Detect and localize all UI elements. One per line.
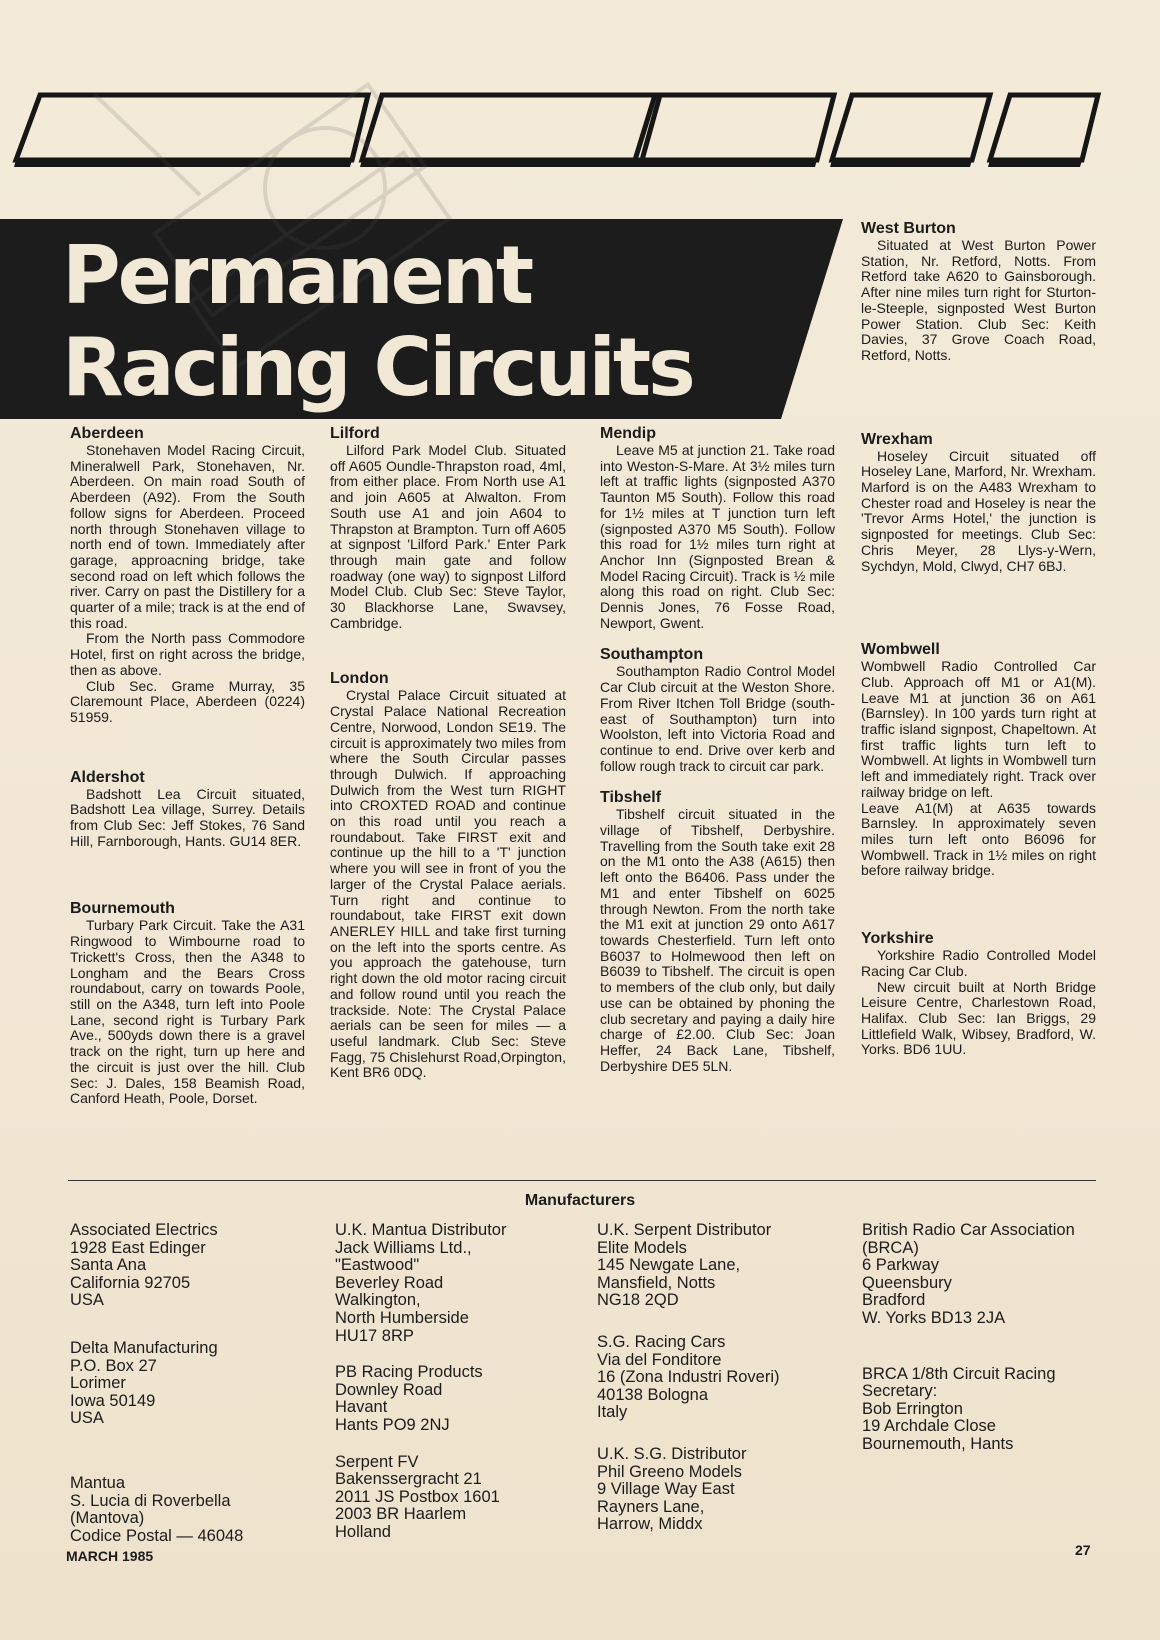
title-line-1: Permanent xyxy=(62,229,532,322)
circuit-name: Wombwell xyxy=(861,641,940,659)
circuit-name: Wrexham xyxy=(861,430,933,448)
circuit-description: Tibshelf circuit situated in the village of Tibshelf, Derbyshire. Travelling from the South take exit 28 on the M1 onto the A38 (A615) then left onto the B6406. Pass under the M1 and enter Tibshelf on 6025 through Newton. From the north take the M1 exit at junction 29 onto A617 towards Chesterfield. Turn left onto B6037 to Holmewood then left on B6039 to Tibshelf. The circuit is open to members of the club only, but daily use can be obtained by phoning the club secretary and paying a daily hire charge of £2.00. Club Sec: Joan Heffer, 24 Back Lane, Tibshelf, Derbyshire DE5 5LN. xyxy=(600,806,835,1074)
circuit-london xyxy=(330,669,566,1081)
manufacturer-address: Delta Manufacturing P.O. Box 27 Lorimer Iowa 50149 USA xyxy=(70,1338,218,1428)
header-frame-5 xyxy=(990,95,1098,160)
manufacturer-address: British Radio Car Association (BRCA) 6 Parkway Queensbury Bradford W. Yorks BD13 2JA xyxy=(862,1221,1075,1327)
circuits-column-1 xyxy=(70,424,305,1107)
circuit-tibshelf xyxy=(600,788,835,1074)
circuit-description: Leave A1(M) at A635 towards Barnsley. In approximately seven miles turn left onto B6096 for Wombwell. Track in 1½ miles on right before railway bridge. xyxy=(861,799,1096,879)
circuit-wombwell xyxy=(861,640,1096,879)
manufacturer-address: BRCA 1/8th Circuit Racing Secretary: Bob Errington 19 Archdale Close Bournemouth, Hants xyxy=(862,1364,1056,1453)
circuit-description: Yorkshire Radio Controlled Model Racing Car Club. xyxy=(861,947,1096,979)
circuit-contact: Club Sec. Grame Murray, 35 Claremount Place, Aberdeen (0224) 51959. xyxy=(70,677,305,725)
header-frames xyxy=(16,95,1098,160)
page-number: 27 xyxy=(1075,1542,1091,1558)
manufacturers-column-2 xyxy=(335,1222,506,1542)
header-frame-3 xyxy=(635,95,834,160)
circuit-description: Turbary Park Circuit. Take the A31 Ringwood to Wimbourne road to Trickett's Cross, then the A348 to Longham and the Bears Cross roundabout, carry on towards Poole, still on the A348, turn left into Poole Lane, second right is Turbary Park Ave., 500yds down there is a gravel track on the right, turn up here and the circuit is just over the hill. Club Sec: J. Dales, 158 Beamish Road, Canford Heath, Poole, Dorset. xyxy=(70,917,305,1107)
circuit-mendip xyxy=(600,424,835,631)
circuit-description: Leave M5 at junction 21. Take road into Weston-S-Mare. At 3½ miles turn left at traffic lights (signposted A370 Taunton M5 South). Follow this road for 1½ miles at T junction turn left (signposted A370 M5 South). Follow this road for 1½ miles turn right at Anchor Inn (Signposted Brean & Model Racing Circuit). Track is ½ mile along this road on right. Club Sec: Dennis Jones, 76 Fosse Road, Newport, Gwent. xyxy=(600,442,835,631)
manufacturers-column-1 xyxy=(70,1222,243,1545)
manufacturer-address: S.G. Racing Cars Via del Fonditore 16 (Zona Industri Roveri) 40138 Bologna Italy xyxy=(597,1332,780,1422)
circuit-lilford xyxy=(330,424,566,631)
circuit-name: West Burton xyxy=(861,220,956,237)
circuits-column-4 xyxy=(861,219,1096,1058)
circuit-description: Hoseley Circuit situated off Hoseley Lane, Marford, Nr. Wrexham. Marford is on the A483 Wrexham to Chester road and Hoseley is near the 'Trevor Arms Hotel,' the junction is signposted for meetings. Club Sec: Chris Meyer, 28 Llys-y-Wern, Sychdyn, Mold, Clwyd, CH7 6BJ. xyxy=(861,447,1096,574)
circuit-description: Crystal Palace Circuit situated at Crystal Palace National Recreation Centre, Norwood, London SE19. The circuit is approximately two miles from where the South Circular passes through Dulwich. If approaching Dulwich from the West turn RIGHT into CROXTED ROAD and continue on this road until you reach a roundabout. Take FIRST exit and continue up the hill to a 'T' junction where you will see in front of you the larger of the Crystal Palace aerials. Turn right and continue to roundabout, take FIRST exit down ANERLEY HILL and take first turning on the left into the sports centre. As you approach the gatehouse, turn right down the old motor racing circuit and follow round until you reach the trackside. Note: The Crystal Palace aerials can be seen for miles — a useful landmark. Club Sec: Steve Fagg, 75 Chislehurst Road,Orpington, Kent BR6 0DQ. xyxy=(330,687,566,1081)
circuit-name: Aldershot xyxy=(70,768,145,786)
manufacturers-column-3 xyxy=(597,1222,780,1534)
manufacturer-address: Associated Electrics 1928 East Edinger Santa Ana California 92705 USA xyxy=(70,1221,218,1310)
circuit-southampton xyxy=(600,645,835,774)
manufacturer-address: Mantua S. Lucia di Roverbella (Mantova) Codice Postal — 46048 xyxy=(70,1473,244,1545)
circuit-name: Lilford xyxy=(330,425,380,442)
header-frame-2 xyxy=(362,95,660,160)
manufacturers-heading: Manufacturers xyxy=(524,1192,636,1209)
circuit-name: Yorkshire xyxy=(861,930,934,948)
circuit-description: Wombwell Radio Controlled Car Club. Approach off M1 or A1(M). Leave M1 at junction 36 on A61 (Barnsley). In 100 yards turn right at traffic island signpost, Chapeltown. At first traffic lights turn left to Wombwell. At lights in Wombwell turn left and immediately right. Track over railway bridge on left. xyxy=(861,658,1096,800)
section-divider xyxy=(68,1180,1096,1181)
manufacturer-address: U.K. S.G. Distributor Phil Greeno Models 9 Village Way East Rayners Lane, Harrow, Middx xyxy=(597,1444,747,1534)
manufacturers-column-4 xyxy=(862,1222,1075,1454)
circuit-description: Lilford Park Model Club. Situated off A605 Oundle-Thrapston road, 4ml, from either place. From North use A1 and join A605 at Alwalton. From South use A1 and join A604 to Thrapston at Brampton. Turn off A605 at signpost 'Lilford Park.' Enter Park through main gate and follow roadway (one way) to signpost Lilford Model Club. Club Sec: Steve Taylor, 30 Blackhorse Lane, Swavsey, Cambridge. xyxy=(330,442,566,631)
circuit-west-burton xyxy=(861,219,1096,364)
circuit-bournemouth xyxy=(70,899,305,1106)
title-line-2: Racing Circuits xyxy=(62,321,693,414)
circuit-name: Southampton xyxy=(600,646,704,664)
circuit-description: Stonehaven Model Racing Circuit, Mineralwell Park, Stonehaven, Nr. Aberdeen. On main road South of Aberdeen (A92). From the South follow signs for Aberdeen. Proceed north through Stonehaven village to north end of town. Immediately after garage, approacning bridge, take second road on left which follows the river. Carry on past the Distillery for a quarter of a mile; track is at the end of this road. xyxy=(70,442,306,631)
circuit-aberdeen xyxy=(70,424,305,726)
manufacturer-address: PB Racing Products Downley Road Havant Hants PO9 2NJ xyxy=(335,1363,483,1434)
circuits-column-3 xyxy=(600,424,835,1074)
circuit-description: New circuit built at North Bridge Leisure Centre, Charlestown Road, Halifax. Club Sec: Ian Briggs, 29 Littlefield Walk, Wibsey, Bradford, W. Yorks. BD6 1UU. xyxy=(861,978,1096,1058)
page-title xyxy=(62,230,693,414)
manufacturer-address: U.K. Mantua Distributor Jack Williams Ltd., "Eastwood" Beverley Road Walkington, North Humberside HU17 8RP xyxy=(335,1221,507,1345)
circuit-name: Tibshelf xyxy=(600,789,662,807)
circuit-name: Aberdeen xyxy=(70,425,144,442)
circuits-column-2 xyxy=(330,424,566,1081)
circuit-name: Mendip xyxy=(600,425,656,442)
manufacturer-address: U.K. Serpent Distributor Elite Models 145 Newgate Lane, Mansfield, Notts NG18 2QD xyxy=(597,1221,772,1310)
header-frame-shadows xyxy=(14,160,1082,167)
circuit-wrexham xyxy=(861,430,1096,575)
circuit-description: Situated at West Burton Power Station, Nr. Retford, Notts. From Retford take A620 to Gainsborough. After nine miles turn right for Sturton-le-Steeple, signposted West Burton Power Station. Club Sec: Keith Davies, 37 Grove Coach Road, Retford, Notts. xyxy=(861,237,1096,363)
manufacturer-address: Serpent FV Bakenssergracht 21 2011 JS Postbox 1601 2003 BR Haarlem Holland xyxy=(335,1452,500,1541)
header-frame-4 xyxy=(832,95,990,160)
circuit-description: Badshott Lea Circuit situated, Badshott Lea village, Surrey. Details from Club Sec: Jeff Stokes, 76 Sand Hill, Farnborough, Hants. GU14 8ER. xyxy=(70,785,305,849)
circuit-name: Bournemouth xyxy=(70,900,175,918)
circuit-description: Southampton Radio Control Model Car Club circuit at the Weston Shore. From River Itchen Toll Bridge (south-east of Southampton) turn into Woolston, left into Victoria Road and continue to end. Drive over kerb and follow rough track to circuit car park. xyxy=(600,663,835,774)
circuit-aldershot xyxy=(70,768,305,850)
circuit-yorkshire xyxy=(861,929,1096,1058)
issue-date: MARCH 1985 xyxy=(66,1548,154,1564)
circuit-name: London xyxy=(330,670,389,688)
circuit-description: From the North pass Commodore Hotel, first on right across the bridge, then as above. xyxy=(70,630,305,678)
